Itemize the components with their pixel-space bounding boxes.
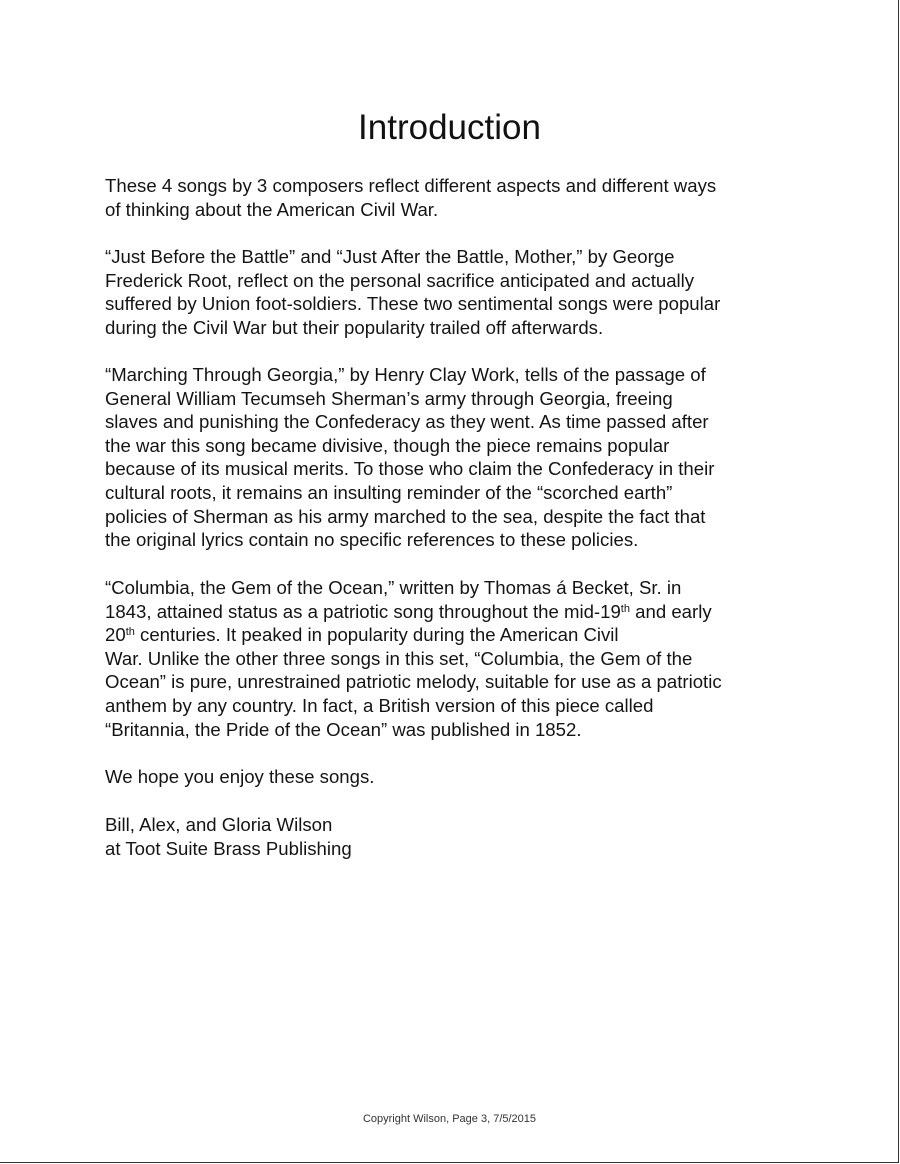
paragraph-closing xyxy=(105,765,805,789)
text-line: War. Unlike the other three songs in this set, “Columbia, the Gem of the xyxy=(105,647,693,669)
text-line: cultural roots, it remains an insulting reminder of the “scorched earth” xyxy=(105,481,673,503)
page-title: Introduction xyxy=(358,108,541,147)
text-line: of thinking about the American Civil War. xyxy=(105,198,439,220)
text-segment: centuries. It peaked in popularity during the American Civil xyxy=(134,624,619,646)
signature-publisher: at Toot Suite Brass Publishing xyxy=(105,837,352,859)
text-line: during the Civil War but their popularity trailed off afterwards. xyxy=(105,316,604,338)
paragraph-columbia xyxy=(105,576,805,741)
text-segment: 1843, attained status as a patriotic song throughout the mid-19 xyxy=(105,600,621,622)
signature-block xyxy=(105,813,805,860)
text-line: slaves and punishing the Confederacy as they went. As time passed after xyxy=(105,411,709,433)
page-footer: Copyright Wilson, Page 3, 7/5/2015 xyxy=(362,1113,537,1125)
text-line: These 4 songs by 3 composers reflect different aspects and different ways xyxy=(105,175,717,196)
text-line: Ocean” is pure, unrestrained patriotic melody, suitable for use as a patriotic xyxy=(105,671,722,693)
text-line xyxy=(105,623,805,647)
text-segment: 20 xyxy=(105,624,126,646)
text-line: “Columbia, the Gem of the Ocean,” written by Thomas á Becket, Sr. in xyxy=(105,577,682,598)
text-line: the original lyrics contain no specific references to these policies. xyxy=(105,529,639,551)
text-line: We hope you enjoy these songs. xyxy=(105,766,375,787)
text-line xyxy=(105,600,805,624)
text-line: suffered by Union foot-soldiers. These two sentimental songs were popular xyxy=(105,293,721,315)
text-line: because of its musical merits. To those who claim the Confederacy in their xyxy=(105,458,715,480)
paragraph-overview xyxy=(105,174,805,221)
text-line: Frederick Root, reflect on the personal sacrifice anticipated and actually xyxy=(105,269,695,291)
text-line: “Britannia, the Pride of the Ocean” was published in 1852. xyxy=(105,718,582,740)
text-line: policies of Sherman as his army marched to the sea, despite the fact that xyxy=(105,505,706,527)
ordinal-suffix: th xyxy=(125,626,135,639)
text-line: General William Tecumseh Sherman’s army through Georgia, freeing xyxy=(105,387,673,409)
paragraph-marching-through-georgia xyxy=(105,363,805,552)
text-line: “Marching Through Georgia,” by Henry Clay Work, tells of the passage of xyxy=(105,364,706,385)
ordinal-suffix: th xyxy=(620,602,630,615)
text-segment: and early xyxy=(629,600,712,622)
signature-names: Bill, Alex, and Gloria Wilson xyxy=(105,814,333,835)
paragraph-root-songs xyxy=(105,245,805,339)
text-line: anthem by any country. In fact, a British version of this piece called xyxy=(105,694,654,716)
text-line: the war this song became divisive, though the piece remains popular xyxy=(105,434,670,456)
text-line: “Just Before the Battle” and “Just After the Battle, Mother,” by George xyxy=(105,246,675,267)
